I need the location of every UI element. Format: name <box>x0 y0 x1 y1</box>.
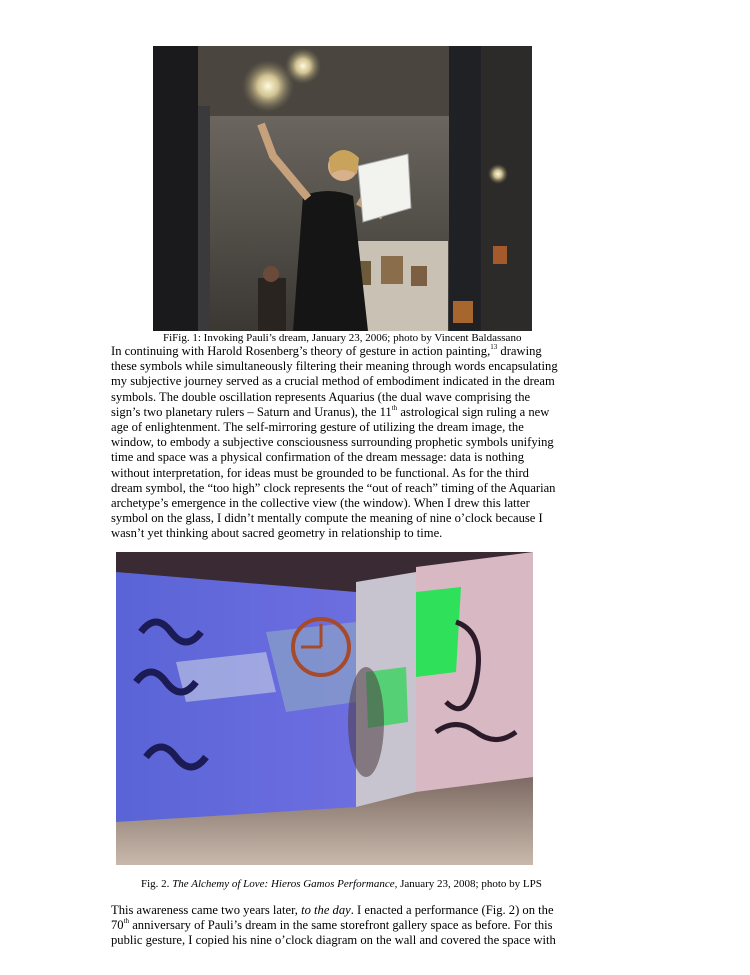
paragraph-line: wasn’t yet thinking about sacred geometry in relationship to time. <box>111 526 443 541</box>
paragraph-line: sign’s two planetary rulers – Saturn and Uranus), the 11th astrological sign ruling a new <box>111 403 550 419</box>
paragraph-line: In continuing with Harold Rosenberg’s theory of gesture in action painting,$^{13}$ drawing <box>111 343 542 358</box>
paragraph-line: symbol on the glass, I didn’t mentally compute the meaning of nine o’clock because I <box>111 511 543 526</box>
figure-1-caption: FiFig. 1: Invoking Pauli’s dream, January 23, 2006; photo by Vincent Baldassano <box>163 332 522 344</box>
paragraph-line: age of enlightenment. The self-mirroring gesture of utilizing the dream image, the <box>111 420 524 435</box>
paragraph-line: 70th anniversary of Pauli’s dream in the same storefront gallery space as before. For this <box>111 917 553 933</box>
paragraph-line: without interpretation, for ideas must be grounded to be functional. As for the third <box>111 465 529 480</box>
body-paragraph-1 <box>111 343 558 542</box>
figure-1-image <box>153 46 532 331</box>
paragraph-line: my subjective journey served as a crucial method of embodiment indicated in the dream <box>111 374 555 389</box>
figure-2-image <box>116 552 533 865</box>
body-paragraph-2 <box>111 903 561 949</box>
figure-1-photo <box>153 46 532 331</box>
paragraph-line: time and space was a physical confirmation of the dream message: data is nothing <box>111 450 525 465</box>
paragraph-line: symbols. The double oscillation represents Aquarius (the dual wave comprising the <box>111 389 531 404</box>
figure-2-photo <box>116 552 533 865</box>
paragraph-line: these symbols while simultaneously filtering their meaning through words encapsulating <box>111 359 558 374</box>
paragraph-line: dream symbol, the “too high” clock represents the “out of reach” timing of the Aquarian <box>111 480 556 495</box>
paragraph-line: window, to embody a subjective consciousness surrounding prophetic symbols unifying <box>111 435 554 450</box>
figure-2-caption: Fig. 2. The Alchemy of Love: Hieros Gamos Performance, January 23, 2008; photo by LPS <box>141 878 542 890</box>
footnote-ref[interactable]: 13 <box>490 343 498 351</box>
paragraph-line: archetype’s emergence in the collective view (the window). When I drew this latter <box>111 496 530 511</box>
paragraph-line: public gesture, I copied his nine o’clock diagram on the wall and covered the space with <box>111 933 556 948</box>
paragraph-line: This awareness came two years later, to the day. I enacted a performance (Fig. 2) on the <box>111 903 554 917</box>
